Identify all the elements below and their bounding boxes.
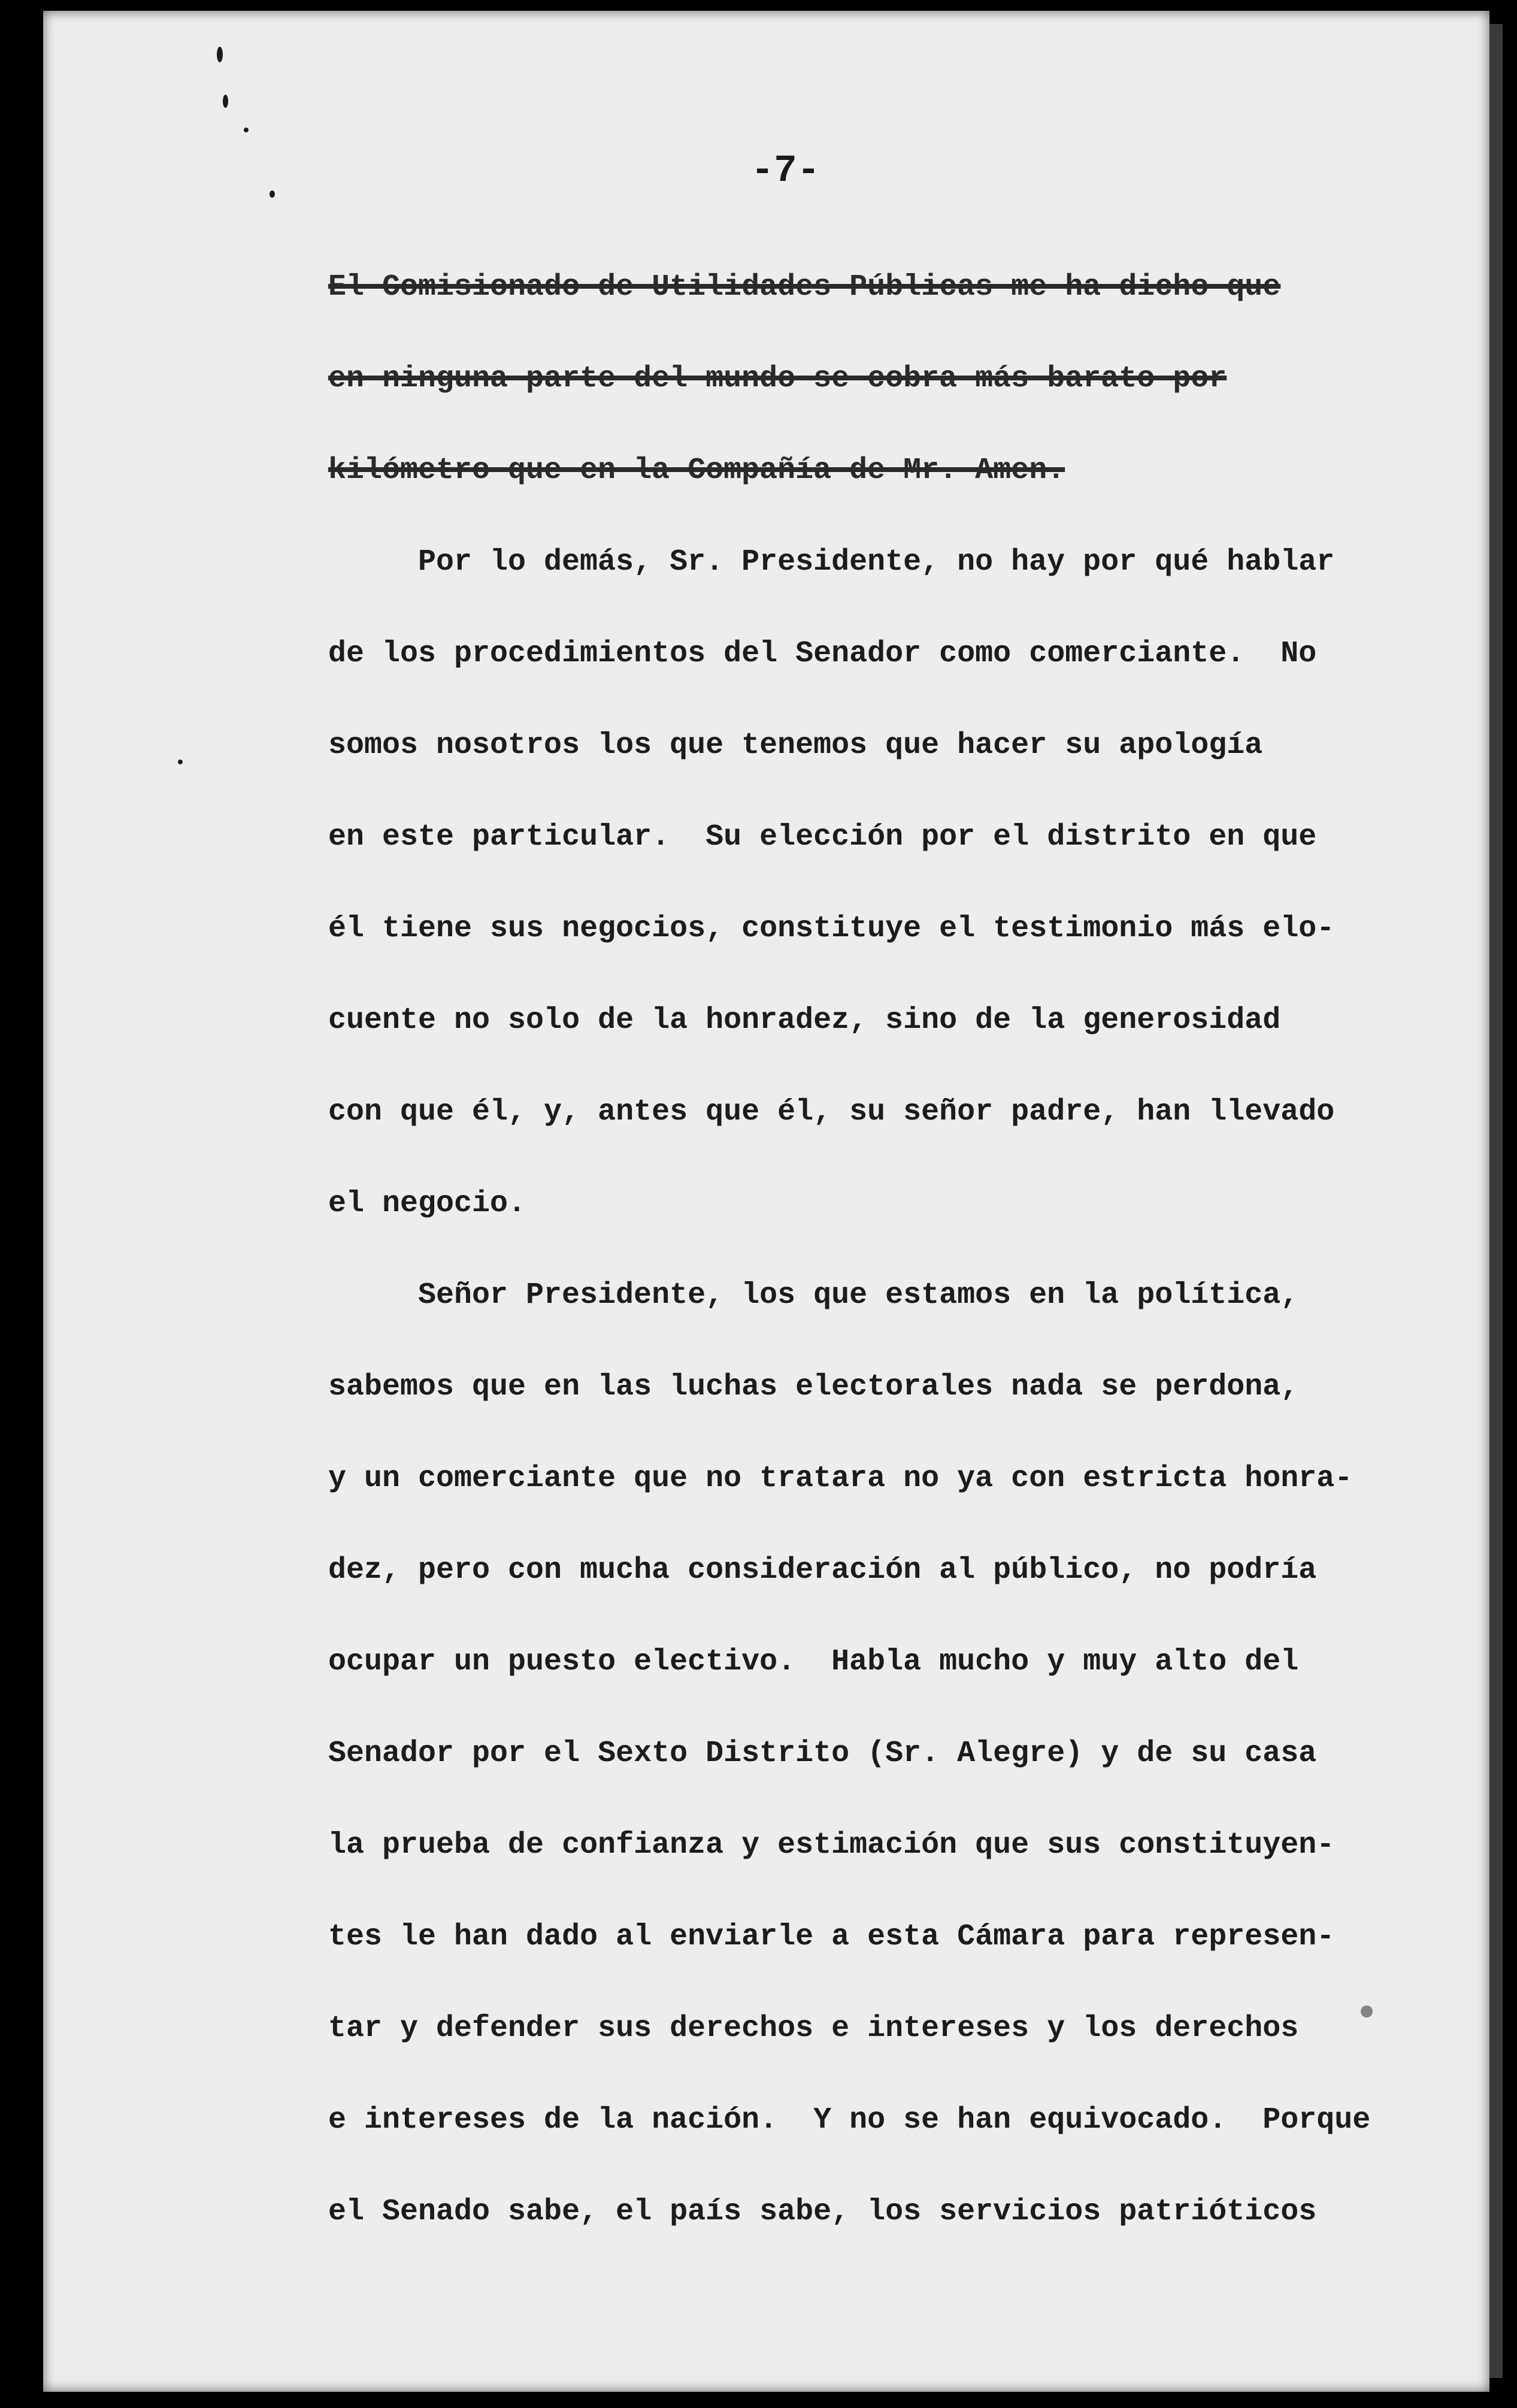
paragraph-line: somos nosotros los que tenemos que hacer su apología — [328, 728, 1263, 763]
ink-speck — [223, 95, 228, 108]
paragraph-line: él tiene sus negocios, constituye el testimonio más elo- — [328, 912, 1335, 946]
paragraph-line: sabemos que en las luchas electorales nada se perdona, — [328, 1370, 1299, 1404]
paragraph-line: tes le han dado al enviarle a esta Cámara para represen- — [328, 1920, 1335, 1954]
paragraph-line: con que él, y, antes que él, su señor padre, han llevado — [328, 1095, 1335, 1129]
struck-line: El Comisionado de Utilidades Públicas me ha dicho que — [328, 270, 1281, 304]
paragraph-line: en este particular. Su elección por el distrito en que — [328, 820, 1317, 854]
document-body — [328, 252, 1406, 2268]
paragraph-line: dez, pero con mucha consideración al público, no podría — [328, 1553, 1317, 1587]
ink-speck — [217, 47, 223, 62]
struck-line: kilómetro que en la Compañía de Mr. Amen. — [328, 453, 1065, 488]
ink-speck — [244, 128, 249, 132]
paragraph-line: la prueba de confianza y estimación que sus constituyen- — [328, 1828, 1335, 1862]
page-edge-shadow — [1489, 24, 1503, 2378]
paragraph-line: el negocio. — [328, 1187, 526, 1221]
paragraph-line: Por lo demás, Sr. Presidente, no hay por qué hablar — [418, 545, 1335, 579]
paragraph-line: y un comerciante que no tratara no ya con estricta honra- — [328, 1462, 1353, 1496]
paragraph-line: cuente no solo de la honradez, sino de la generosidad — [328, 1003, 1281, 1037]
paragraph-line: tar y defender sus derechos e intereses y los derechos — [328, 2011, 1299, 2046]
paragraph-line: de los procedimientos del Senador como comerciante. No — [328, 637, 1317, 671]
paragraph-line: e intereses de la nación. Y no se han equivocado. Porque — [328, 2103, 1371, 2137]
struck-line: en ninguna parte del mundo se cobra más barato por — [328, 362, 1227, 396]
paragraph-line: Senador por el Sexto Distrito (Sr. Alegre) y de su casa — [328, 1737, 1317, 1771]
ink-speck — [178, 760, 183, 764]
page-number: -7- — [750, 150, 820, 193]
paragraph-line: ocupar un puesto electivo. Habla mucho y muy alto del — [328, 1645, 1299, 1679]
paragraph-line: Señor Presidente, los que estamos en la política, — [418, 1278, 1299, 1312]
paragraph-line: el Senado sabe, el país sabe, los servicios patrióticos — [328, 2195, 1317, 2229]
